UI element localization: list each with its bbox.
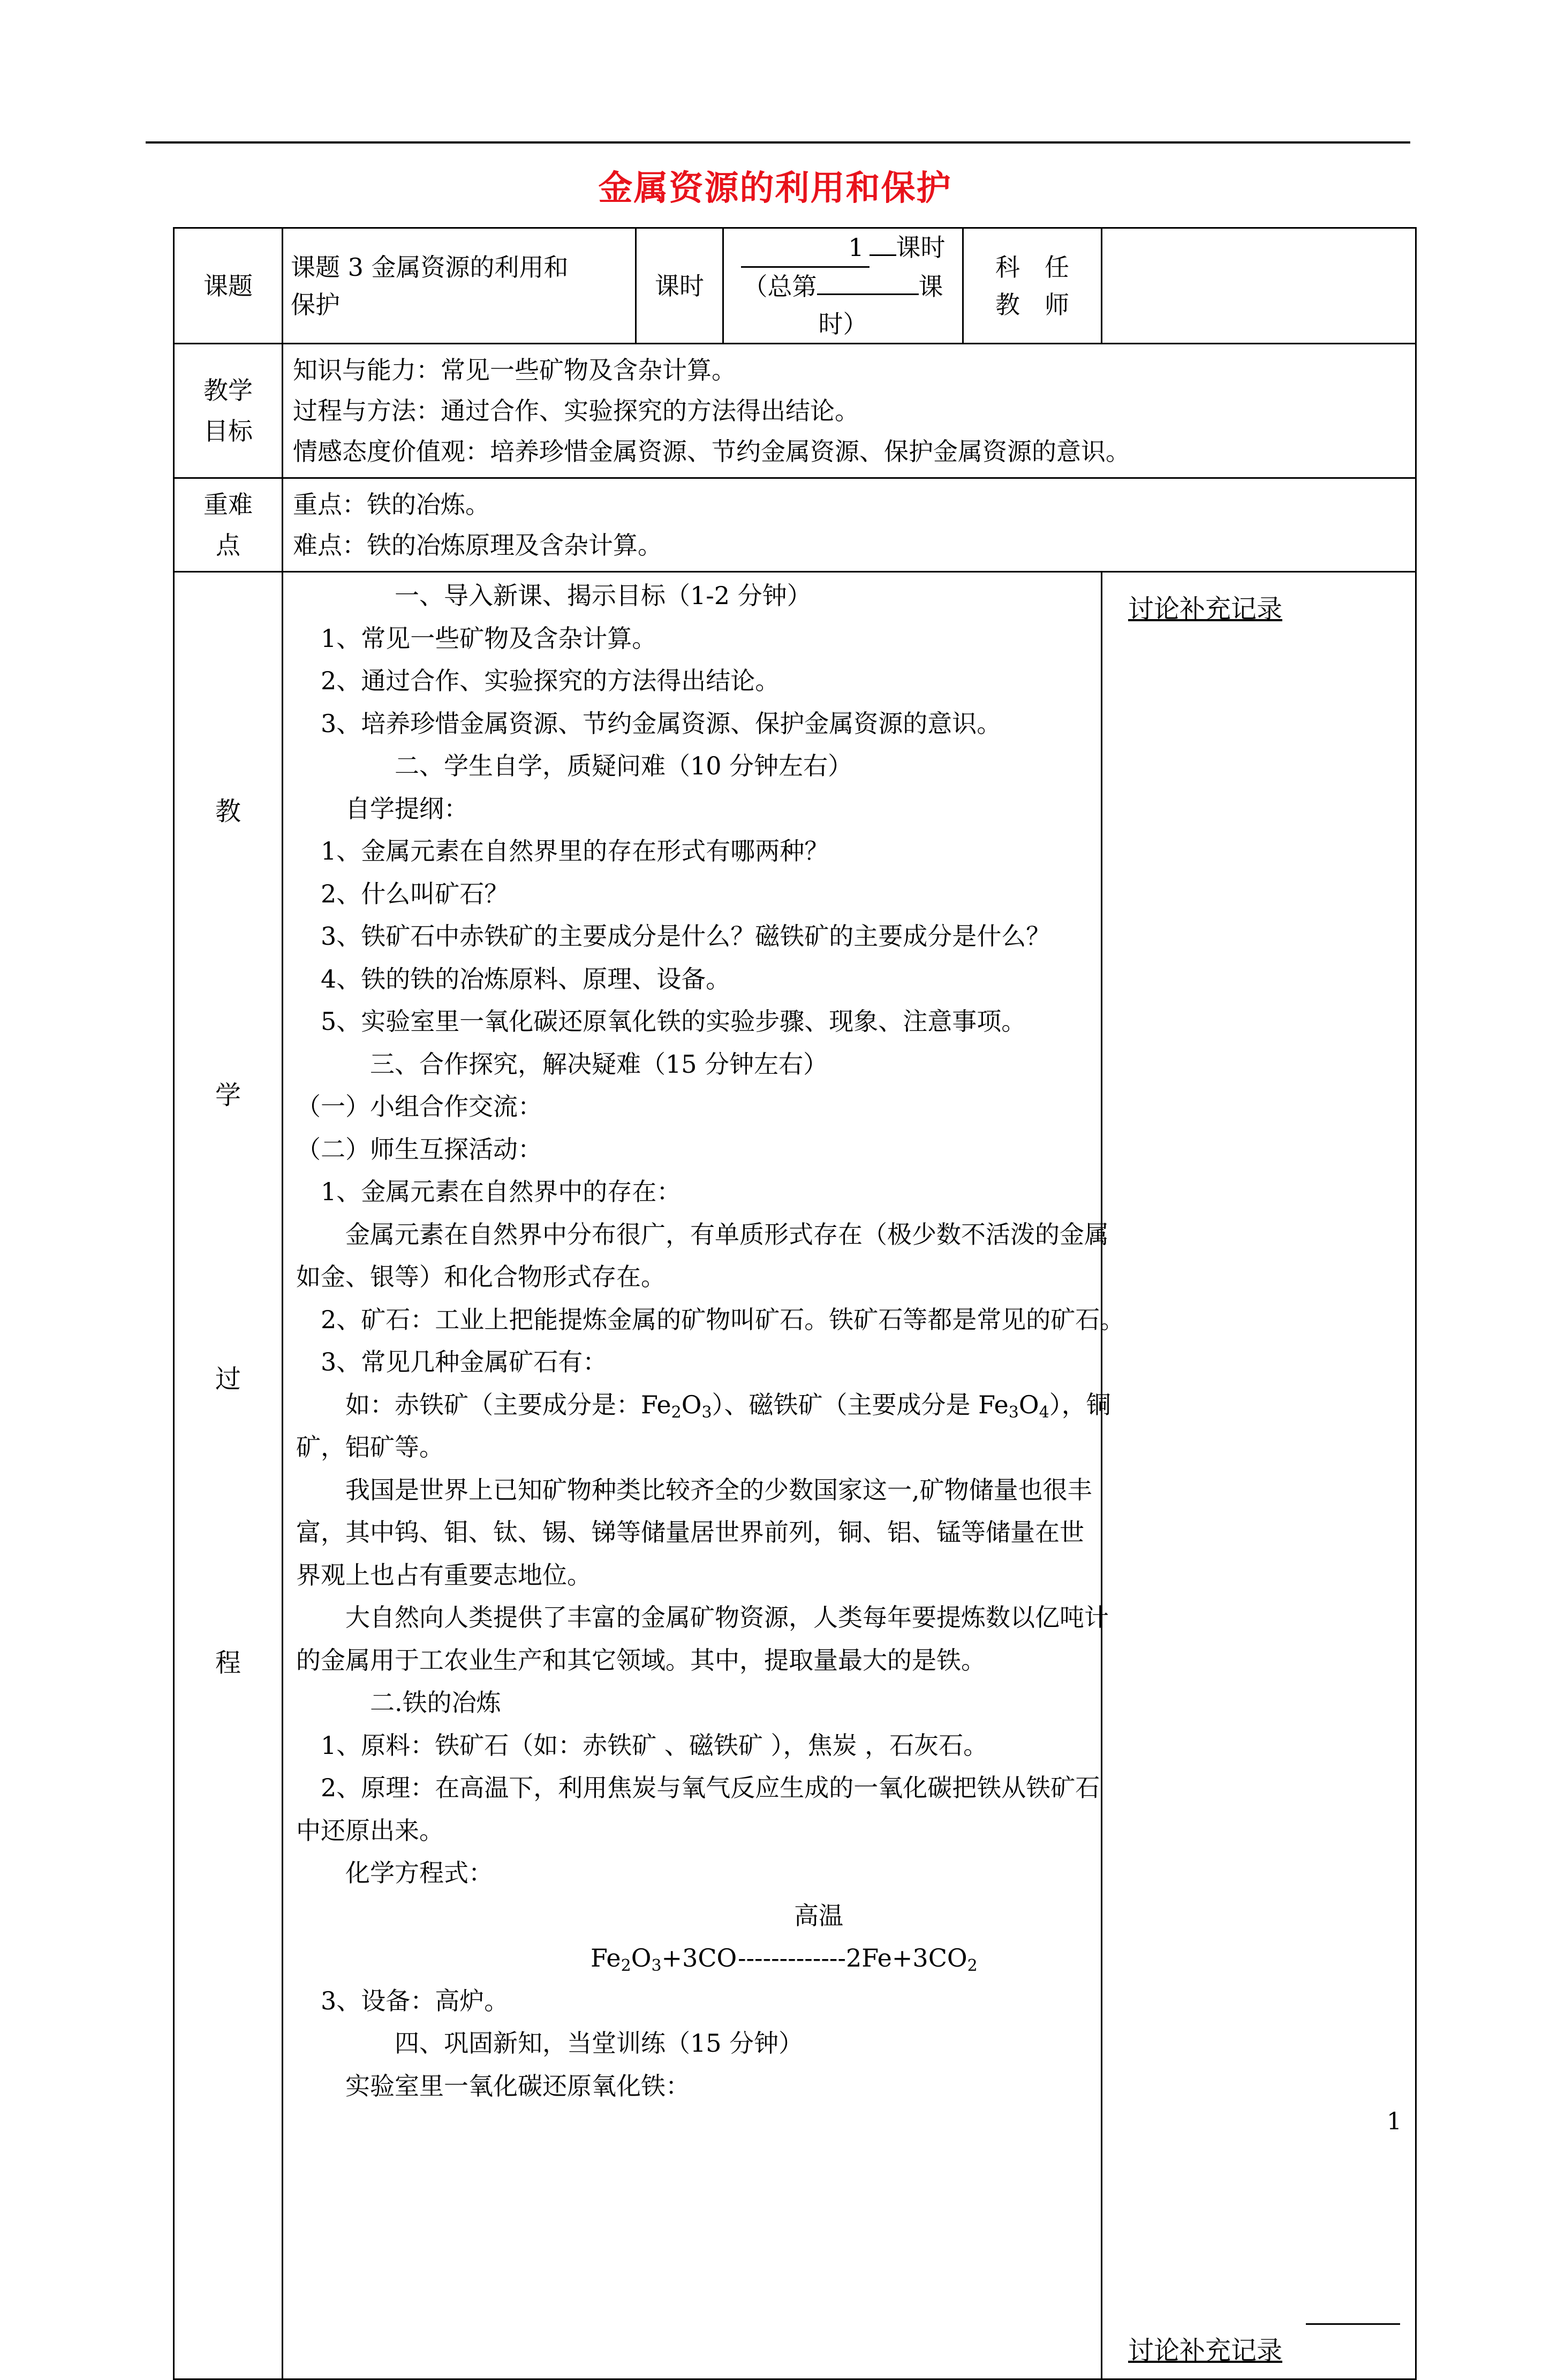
process-line: 二.铁的冶炼 bbox=[296, 1688, 501, 1717]
process-line: 我国是世界上已知矿物种类比较齐全的少数国家这一,矿物储量也很丰 bbox=[296, 1475, 1092, 1504]
process-line: 金属元素在自然界中分布很广，有单质形式存在（极少数不活泼的金属 bbox=[296, 1219, 1109, 1249]
discussion-record-bottom: 讨论补充记录 bbox=[1128, 2336, 1283, 2366]
keypoint-line: 难点：铁的冶炼原理及含杂计算。 bbox=[293, 531, 662, 560]
keypoints-row bbox=[174, 478, 1416, 572]
process-line: 3、铁矿石中赤铁矿的主要成分是什么？磁铁矿的主要成分是什么？ bbox=[296, 922, 1051, 951]
process-line: 二、学生自学，质疑问难（10 分钟左右） bbox=[296, 751, 853, 780]
process-line: 化学方程式： bbox=[296, 1858, 493, 1887]
process-line: 3、培养珍惜金属资源、节约金属资源、保护金属资源的意识。 bbox=[296, 709, 1002, 738]
process-content bbox=[283, 572, 1125, 2379]
lesson-plan-table bbox=[173, 227, 1417, 2380]
keypoints-label: 重难 点 bbox=[174, 478, 283, 572]
topic-value bbox=[283, 228, 636, 344]
period-value bbox=[723, 228, 963, 344]
header-row bbox=[174, 228, 1416, 344]
period-unit: 课时 bbox=[896, 233, 946, 262]
process-text bbox=[296, 575, 1196, 2107]
topic-label: 课题 bbox=[174, 228, 283, 344]
discussion-record-top: 讨论补充记录 bbox=[1128, 594, 1283, 624]
process-line: 三、合作探究，解决疑难（15 分钟左右） bbox=[296, 1049, 828, 1079]
page-number: 1 bbox=[1387, 2108, 1402, 2135]
period-total-prefix: （总第 bbox=[743, 272, 817, 301]
teacher-label: 科 任 教 师 bbox=[963, 228, 1102, 344]
keypoints-content bbox=[283, 478, 1416, 572]
goal-line: 情感态度价值观：培养珍惜金属资源、节约金属资源、保护金属资源的意识。 bbox=[293, 437, 1130, 466]
process-line: 界观上也占有重要志地位。 bbox=[296, 1560, 592, 1590]
period-total bbox=[731, 268, 955, 343]
period-current bbox=[731, 229, 955, 268]
chemical-equation: $Fe_2O_3+3CO-------------2Fe+3CO_2$ bbox=[591, 1944, 978, 1975]
process-line: 1、金属元素在自然界中的存在： bbox=[296, 1177, 682, 1206]
period-total-suffix: 课时） bbox=[818, 272, 943, 338]
keypoint-line: 重点：铁的冶炼。 bbox=[293, 490, 490, 519]
equation-condition: 高温 bbox=[794, 1901, 843, 1930]
process-label: 教 学 过 程 bbox=[174, 572, 283, 2379]
process-line: 2、原理：在高温下，利用焦炭与氧气反应生成的一氧化碳把铁从铁矿石 bbox=[296, 1773, 1100, 1802]
process-line: 一、导入新课、揭示目标（1-2 分钟） bbox=[296, 581, 812, 610]
process-line: 1、常见一些矿物及含杂计算。 bbox=[296, 623, 657, 653]
goal-line: 过程与方法：通过合作、实验探究的方法得出结论。 bbox=[293, 396, 859, 425]
process-line: 中还原出来。 bbox=[296, 1816, 444, 1845]
process-line: 如金、银等）和化合物形式存在。 bbox=[296, 1262, 666, 1291]
discussion-blank-line bbox=[1306, 2323, 1400, 2325]
page-title: 金属资源的利用和保护 bbox=[598, 168, 952, 208]
goal-line: 知识与能力：常见一些矿物及含杂计算。 bbox=[293, 356, 736, 385]
process-line: 4、铁的铁的冶炼原料、原理、设备。 bbox=[296, 964, 731, 993]
process-row bbox=[174, 572, 1416, 2379]
period-label: 课时 bbox=[636, 228, 723, 344]
header-rule bbox=[146, 141, 1410, 144]
process-line: 实验室里一氧化碳还原氧化铁： bbox=[296, 2071, 690, 2100]
goals-label: 教学 目标 bbox=[174, 344, 283, 478]
process-line: （二）师生互探活动： bbox=[296, 1134, 542, 1164]
process-line: 2、矿石：工业上把能提炼金属的矿物叫矿石。铁矿石等都是常见的矿石。 bbox=[296, 1305, 1125, 1334]
process-line: 1、金属元素在自然界里的存在形式有哪两种？ bbox=[296, 837, 829, 865]
process-line: 四、巩固新知，当堂训练（15 分钟） bbox=[296, 2029, 804, 2058]
process-line: 3、常见几种金属矿石有： bbox=[296, 1347, 608, 1376]
goals-row bbox=[174, 344, 1416, 478]
process-line: 2、通过合作、实验探究的方法得出结论。 bbox=[296, 666, 780, 695]
topic-line-1: 课题 3 金属资源的利用和 bbox=[291, 252, 569, 282]
process-line: 的金属用于工农业生产和其它领域。其中，提取量最大的是铁。 bbox=[296, 1645, 986, 1675]
process-line: （一）小组合作交流： bbox=[296, 1092, 542, 1121]
equation-arrow: ------------- bbox=[737, 1944, 846, 1972]
ore-formula-line: 如：赤铁矿（主要成分是：$Fe_2O_3$）、磁铁矿（主要成分是 $Fe_3O_4$），铜 bbox=[296, 1390, 1111, 1422]
process-line: 矿，铝矿等。 bbox=[296, 1433, 444, 1462]
teacher-name bbox=[1102, 228, 1416, 344]
period-number: 1 bbox=[741, 229, 869, 268]
period-total-blank bbox=[817, 293, 919, 295]
process-line: 大自然向人类提供了丰富的金属矿物资源，人类每年要提炼数以亿吨计 bbox=[296, 1603, 1109, 1632]
process-line: 自学提纲： bbox=[296, 794, 468, 823]
goals-content bbox=[283, 344, 1416, 478]
topic-line-2: 保护 bbox=[291, 290, 340, 319]
discussion-column bbox=[1102, 572, 1416, 2379]
process-line: 5、实验室里一氧化碳还原氧化铁的实验步骤、现象、注意事项。 bbox=[296, 1007, 1026, 1036]
process-line: 3、设备：高炉。 bbox=[296, 1986, 509, 2015]
process-line: 富，其中钨、钼、钛、锡、锑等储量居世界前列，铜、铝、锰等储量在世 bbox=[296, 1518, 1084, 1547]
process-line: 2、什么叫矿石？ bbox=[296, 879, 509, 908]
process-line: 1、原料：铁矿石（如：赤铁矿 、磁铁矿 ），焦炭 ，石灰石。 bbox=[296, 1730, 988, 1760]
